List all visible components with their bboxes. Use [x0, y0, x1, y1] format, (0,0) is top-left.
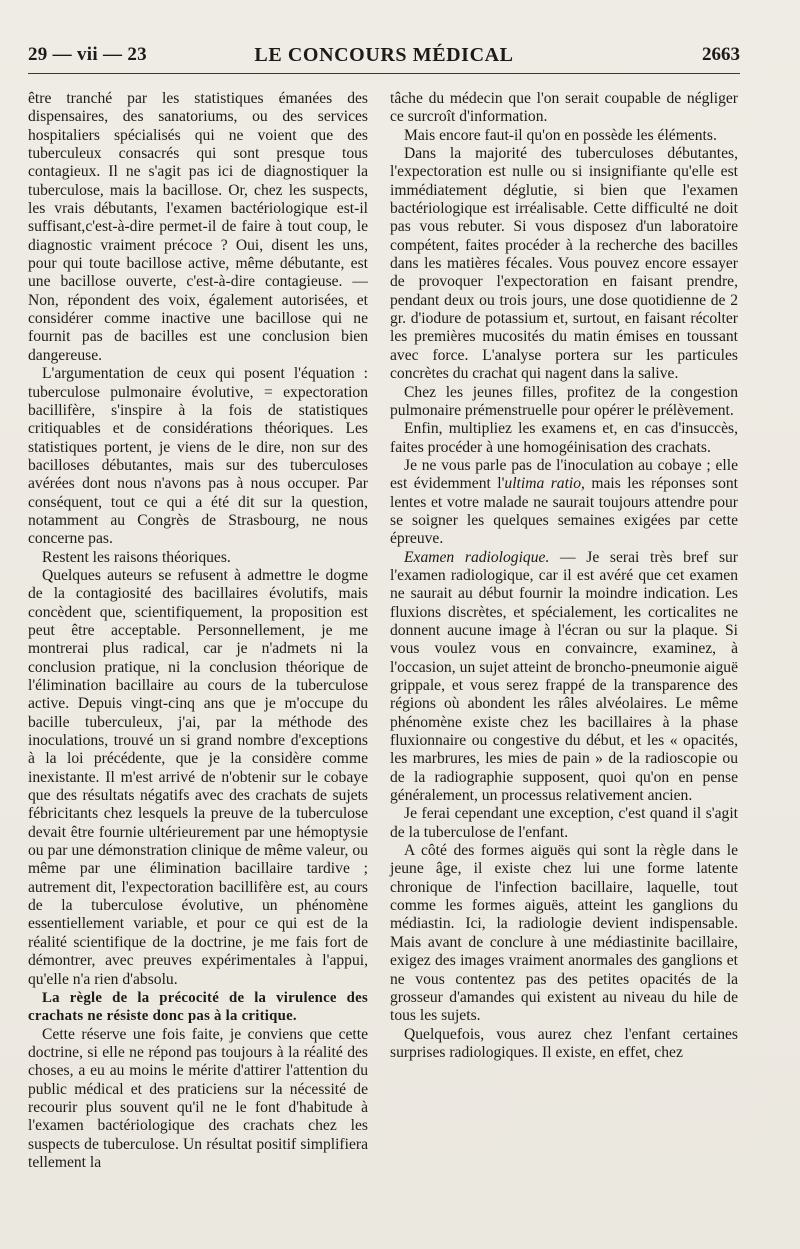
text-run: — Je serai très bref sur l'examen radiologique, car il est avéré que cet examen ne saurait au début fournir la moindre indication. Les fluxions discrètes, et spécialement, les corticalites ne donnent aucune image à l'écran ou sur la plaque. Si vous voulez vous en convaincre, examinez, à l'occasion, un sujet atteint de broncho-pneumonie aiguë grippale, et vous serez frappé de la transparence des régions où abondent les râles alvéolaires. Le même phénomène existe chez les bacillaires à la phase fluxionnaire ou congestive du début, et les « opacités, les marbrures, les mies de pain » de la radioscopie ou de la radiographie supposent, quoi qu'on en pense généralement, un processus relativement ancien. — [390, 548, 739, 805]
paragraph: Cette réserve une fois faite, je conviens que cette doctrine, si elle ne répond pas toujours à la réalité des choses, a eu au moins le mérite d'attirer l'attention du public médical et des praticiens sur la nécessité de recourir plus souvent qu'il ne le font d'habitude à l'examen bactériologique des crachats chez les suspects de tuberculose. Un résultat positif simplifiera tellement la — [28, 1025, 368, 1171]
header-date: 29 — vii — 23 — [28, 44, 147, 65]
page-header — [28, 44, 740, 74]
text-run: Je ne vous parle pas de l'inoculation au cobaye ; elle est évidemment l' — [390, 456, 738, 493]
header-rule — [28, 73, 740, 74]
paragraph: Chez les jeunes filles, profitez de la congestion pulmonaire prémenstruelle pour opérer le prélèvement. — [390, 383, 738, 419]
page-number: 2663 — [702, 44, 740, 65]
paragraph: Quelques auteurs se refusent à admettre le dogme de la contagiosité des bacillaires évolutifs, mais concèdent que, scientifiquement, la proposition est peut être acceptable. Personnellement, je me montrerai plus radical, car je n'admets ni la conclusion pratique, ni la conclusion théorique de l'élimination bacillaire au cours de la tuberculose active. Depuis vingt-cinq ans que je m'occupe du bacille tuberculeux, j'ai, par la méthode des inoculations, trouvé un si grand nombre d'exceptions à la loi précédente, que je la considère comme inexistante. Il m'est arrivé de n'obtenir sur le cobaye que des résultats négatifs avec des crachats de sujets fébricitants chez lesquels la preuve de la tuberculose devait être fournie ultérieurement par une hémoptysie ou par une démonstration clinique de même valeur, ou même par une élimination bacillaire tardive ; autrement dit, l'expectoration bacillifère est, au cours de la tuberculose évolutive, un phénomène essentiellement variable, et pour ce qui est de la réalité scientifique de la doctrine, je me fais fort de démontrer, avec preuves expérimentales à l'appui, qu'elle n'a rien d'absolu. — [28, 566, 368, 988]
paragraph: Mais encore faut-il qu'on en possède les éléments. — [404, 126, 717, 144]
paragraph: Quelquefois, vous aurez chez l'enfant certaines surprises radiologiques. Il existe, en effet, chez — [390, 1025, 738, 1061]
left-column — [28, 90, 368, 1172]
paragraph — [390, 457, 738, 549]
journal-title: LE CONCOURS MÉDICAL — [254, 44, 514, 66]
subsection-title: Examen radiologique. — [404, 548, 550, 566]
right-column — [390, 90, 738, 1062]
paragraph: A côté des formes aiguës qui sont la règle dans le jeune âge, il existe chez lui une forme latente chronique de l'infection bacillaire, laquelle, tout comme les formes aiguës, atteint les ganglions du médiastin. Ici, la radiologie devient indispensable. Mais avant de conclure à une médiastinite bacillaire, exigez des images vraiment anormales des ganglions et ne vous contentez pas des petites opacités de la grosseur d'amandes qui existent au niveau du hile de tous les sujets. — [390, 842, 738, 1025]
text-run: , mais les réponses sont lentes et votre malade ne saurait toujours attendre pour se soigner les quelques semaines exigées par cette épreuve. — [390, 475, 739, 548]
paragraph: L'argumentation de ceux qui posent l'équation : tuberculose pulmonaire évolutive, = expectoration bacillifère, s'inspire à la fois de statistiques critiquables et de considérations théoriques. Les statistiques portent, je viens de le dire, non sur des bacilloses débutantes, mais sur des tuberculoses avérées dont nous n'avons pas à nous occuper. Par conséquent, tout ce qui a été dit sur la question, notamment au Congrès de Strasbourg, ne nous concerne pas. — [28, 365, 368, 548]
paragraph: Restent les raisons théoriques. — [42, 548, 231, 566]
paragraph: être tranché par les statistiques émanées des dispensaires, des sanatoriums, ou des services hospitaliers spécialisés qui ne voient que des tuberculeux consacrés qui sont presque tous contagieux. Il ne s'agit pas ici de diagnostiquer la tuberculose, mais la bacillose. Or, chez les suspects, les vrais débutants, l'examen bactériologique est-il suffisant,c'est-à-dire permet-il de faire à tout coup, le diagnostic vraiment précoce ? Oui, disent les uns, pour qui toute bacillose active, même débutante, est une bacillose ouverte, c'est-à-dire contagieuse. — Non, répondent des voix, également autorisées, et considérer comme inactive une bacillose qui ne fournit pas de bacilles est une conclusion bien dangereuse. — [28, 90, 368, 364]
paragraph — [390, 549, 738, 806]
paragraph: Je ferai cependant une exception, c'est quand il s'agit de la tuberculose de l'enfant. — [390, 805, 738, 841]
paragraph: Enfin, multipliez les examens et, en cas d'insuccès, faites procéder à une homogéinisation des crachats. — [390, 420, 738, 456]
italic-term: ultima ratio — [504, 475, 582, 493]
paragraph: tâche du médecin que l'on serait coupable de négliger ce surcroît d'information. — [390, 90, 738, 126]
paragraph: Dans la majorité des tuberculoses débutantes, l'expectoration est nulle ou si insignifiante qu'elle est immédiatement déglutie, si bien que l'examen bactériologique est irréalisable. Cette difficulté ne doit pas vous rebuter. Si vous disposez d'un laboratoire compétent, faites procéder à la recherche des bacilles dans les matières fécales. Vous pouvez encore essayer de provoquer l'expectoration en faisant prendre, pendant deux ou trois jours, une dose quotidienne de 2 gr. d'iodure de potassium et, surtout, en faisant récolter les premières mucosités du matin émises en toussant avec force. L'analyse portera sur les particules concrètes du crachat qui nagent dans la salive. — [390, 145, 738, 383]
section-heading: La règle de la précocité de la virulence des crachats ne résiste donc pas à la critique. — [28, 989, 368, 1025]
